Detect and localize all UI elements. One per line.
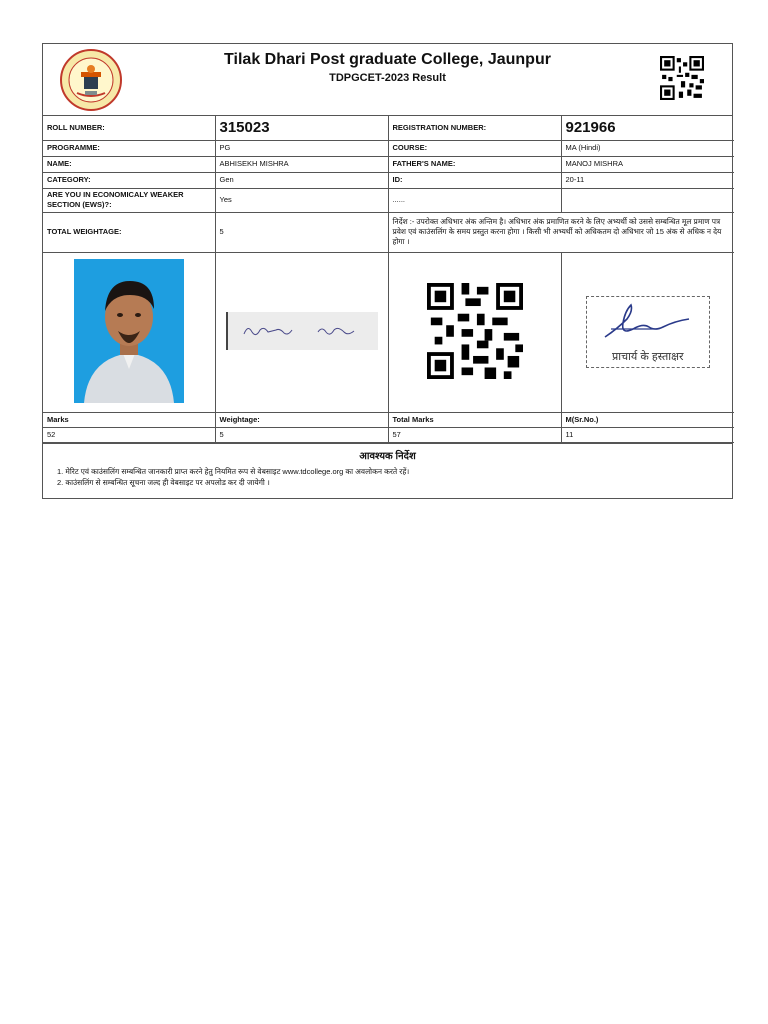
name-value: ABHISEKH MISHRA — [215, 156, 388, 172]
instructions-list — [53, 466, 722, 488]
ews-extra: ...... — [388, 188, 561, 212]
media-row — [43, 252, 734, 412]
weightage-value: 5 — [215, 427, 388, 442]
total-weightage-label: TOTAL WEIGHTAGE: — [43, 212, 215, 252]
instructions-section — [43, 443, 732, 498]
id-value: 20-11 — [561, 172, 734, 188]
id-label: ID: — [388, 172, 561, 188]
category-value: Gen — [215, 172, 388, 188]
course-label: COURSE: — [388, 140, 561, 156]
empty-cell — [561, 188, 734, 212]
roll-number-value: 315023 — [215, 116, 388, 140]
ews-label: ARE YOU IN ECONOMICALY WEAKER SECTION (EWS)?: — [43, 188, 215, 212]
result-sheet — [42, 43, 733, 499]
table-row — [43, 156, 734, 172]
category-label: CATEGORY: — [43, 172, 215, 188]
table-row — [43, 427, 734, 442]
candidate-signature — [226, 312, 378, 350]
roll-number-label: ROLL NUMBER: — [43, 116, 215, 140]
principal-signature-caption: प्राचार्य के हस्ताक्षर — [611, 351, 684, 363]
table-row — [43, 412, 734, 427]
total-marks-value: 57 — [388, 427, 561, 442]
programme-value: PG — [215, 140, 388, 156]
principal-signature-cell — [561, 252, 734, 412]
weightage-label: Weightage: — [215, 412, 388, 427]
result-header — [43, 44, 732, 116]
name-label: NAME: — [43, 156, 215, 172]
college-logo — [43, 44, 115, 116]
total-weightage-value: 5 — [215, 212, 388, 252]
qr-code-icon — [660, 56, 704, 100]
merit-serial-value: 11 — [561, 427, 734, 442]
registration-number-value: 921966 — [561, 116, 734, 140]
principal-signature-box — [586, 296, 710, 368]
candidate-photo — [74, 259, 184, 403]
weightage-note: निर्देश :- उपरोक्त अधिभार अंक अन्तिम है। अधिभार अंक प्रमाणित करने के लिए अभ्यर्थी को उससे सम्बन्धित मूल प्रमाण पत्र प्रवेश एवं काउंसलिंग के समय प्रस्तुत करना होगा । किसी भी अभ्यर्थी को अधिकतम दो अधिभार जो 15 अंक से अधिक न देय होगा । — [388, 212, 734, 252]
table-row — [43, 116, 734, 140]
marks-label: Marks — [43, 412, 215, 427]
list-item: 2. काउंसलिंग से सम्बन्धित सूचना जल्द ही वेबसाइट पर अपलोड कर दी जायेगी । — [57, 477, 270, 487]
table-row — [43, 212, 734, 252]
photo-cell — [43, 252, 215, 412]
total-marks-label: Total Marks — [388, 412, 561, 427]
result-subtitle: TDPGCET-2023 Result — [329, 72, 446, 84]
list-item: 1. मेरिट एवं काउंसलिंग सम्बन्धित जानकारी प्राप्त करने हेतु नियमित रूप से वेबसाइट www.tdcollege.org का अवलोकन करते रहें। — [57, 466, 410, 476]
result-details-table — [43, 116, 734, 443]
table-row — [43, 140, 734, 156]
table-row — [43, 188, 734, 212]
result-qr-code-icon — [427, 283, 523, 379]
instructions-heading: आवश्यक निर्देश — [359, 450, 416, 462]
programme-label: PROGRAMME: — [43, 140, 215, 156]
father-name-value: MANOJ MISHRA — [561, 156, 734, 172]
ews-value: Yes — [215, 188, 388, 212]
table-row — [43, 172, 734, 188]
registration-number-label: REGISTRATION NUMBER: — [388, 116, 561, 140]
course-value: MA (Hindi) — [561, 140, 734, 156]
signature-cell — [215, 252, 388, 412]
principal-signature — [597, 299, 697, 343]
father-name-label: FATHER'S NAME: — [388, 156, 561, 172]
college-seal-icon — [59, 47, 123, 113]
qr-cell — [388, 252, 561, 412]
marks-value: 52 — [43, 427, 215, 442]
merit-serial-label: M(Sr.No.) — [561, 412, 734, 427]
college-title: Tilak Dhari Post graduate College, Jaunpur — [224, 51, 551, 68]
